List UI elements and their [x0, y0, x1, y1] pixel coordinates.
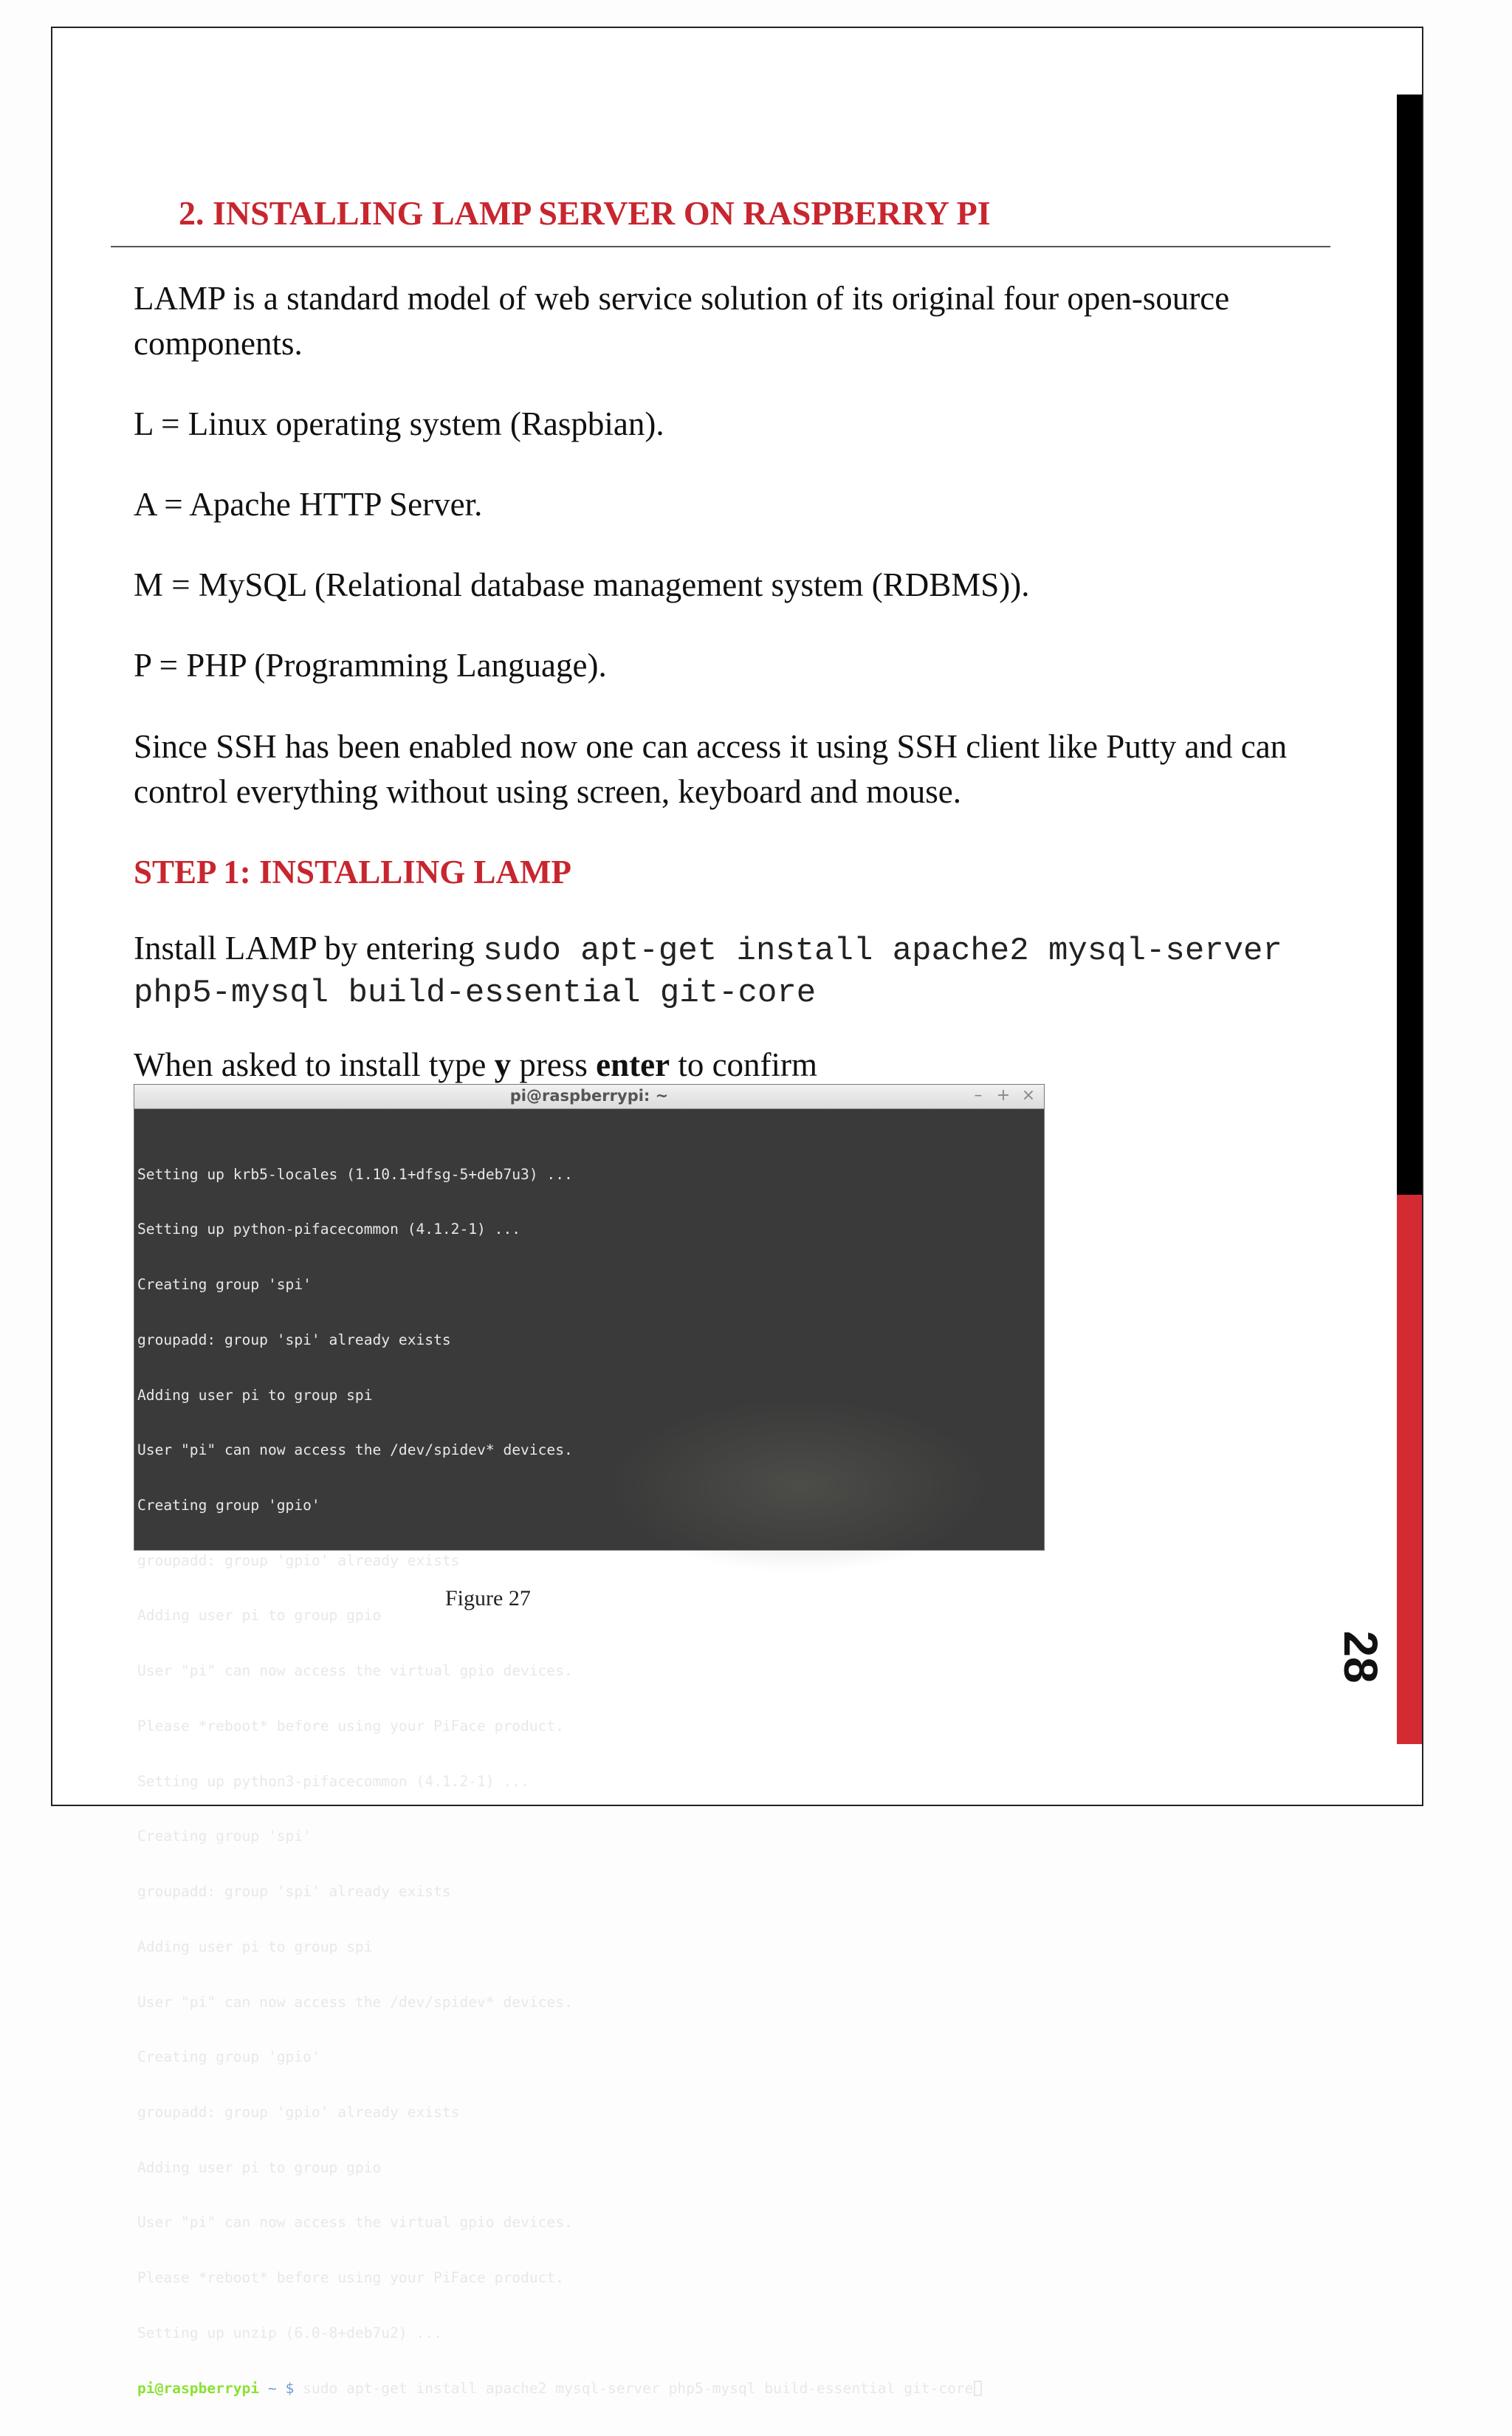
terminal-line: Setting up python3-pifacecommon (4.1.2-1) ...	[137, 1772, 529, 1790]
terminal-line: Adding user pi to group spi	[137, 1386, 373, 1404]
heading-divider	[111, 246, 1330, 247]
terminal-line: Adding user pi to group gpio	[137, 1607, 382, 1624]
confirm-prefix: When asked to install type	[134, 1046, 495, 1083]
terminal-line: User "pi" can now access the /dev/spidev* devices.	[137, 1993, 573, 2011]
close-icon: ×	[1021, 1086, 1036, 1105]
figure-caption: Figure 27	[445, 1586, 531, 1610]
terminal-line: Setting up python-pifacecommon (4.1.2-1) ...	[137, 1221, 521, 1238]
confirm-instruction	[134, 1043, 1374, 1088]
terminal-titlebar	[134, 1085, 1044, 1109]
terminal-line: Please *reboot* before using your PiFace product.	[137, 2269, 565, 2287]
minimize-icon: –	[974, 1086, 983, 1105]
terminal-line: Adding user pi to group gpio	[137, 2158, 382, 2176]
terminal-prompt-line	[137, 2380, 1041, 2398]
terminal-line: Creating group 'gpio'	[137, 1497, 320, 1514]
terminal-line: groupadd: group 'gpio' already exists	[137, 2103, 460, 2121]
lamp-m-line: M = MySQL (Relational database management system (RDBMS)).	[134, 566, 1030, 603]
lamp-a-line: A = Apache HTTP Server.	[134, 486, 483, 523]
terminal-line: Adding user pi to group spi	[137, 1938, 373, 1955]
maximize-icon: +	[996, 1086, 1011, 1105]
terminal-line: Creating group 'gpio'	[137, 2048, 320, 2066]
terminal-line: Setting up unzip (6.0-8+deb7u2) ...	[137, 2324, 442, 2341]
terminal-line: groupadd: group 'spi' already exists	[137, 1331, 451, 1348]
confirm-key: y	[494, 1046, 512, 1083]
ssh-paragraph: Since SSH has been enabled now one can access it using SSH client like Putty and can control everything without using screen, keyboard and mouse.	[134, 728, 1288, 810]
terminal-background-glow	[607, 1397, 991, 1574]
terminal-line: User "pi" can now access the /dev/spidev* devices.	[137, 1441, 573, 1459]
terminal-line: Creating group 'spi'	[137, 1828, 312, 1845]
terminal-title: pi@raspberrypi: ~	[509, 1087, 669, 1105]
side-bar-black	[1397, 95, 1422, 1195]
page-number: 28	[1334, 1630, 1387, 1684]
confirm-mid: press	[511, 1046, 597, 1083]
lamp-l-line: L = Linux operating system (Raspbian).	[134, 405, 664, 442]
terminal-line: Please *reboot* before using your PiFace product.	[137, 1717, 565, 1735]
section-heading: 2. INSTALLING LAMP SERVER ON RASPBERRY PI	[179, 194, 991, 232]
terminal-line: Creating group 'spi'	[137, 1276, 312, 1294]
intro-paragraph: LAMP is a standard model of web service solution of its original four open-source components.	[134, 280, 1230, 362]
confirm-suffix: to confirm	[670, 1046, 818, 1083]
install-instruction	[134, 929, 1374, 1013]
lamp-p-line: P = PHP (Programming Language).	[134, 647, 607, 684]
confirm-enter: enter	[596, 1046, 670, 1083]
terminal-line: User "pi" can now access the virtual gpio devices.	[137, 1662, 573, 1680]
terminal-line: Setting up krb5-locales (1.10.1+dfsg-5+deb7u3) ...	[137, 1165, 573, 1183]
install-command: sudo apt-get install apache2 mysql-server php5-mysql build-essential git-core	[134, 933, 1282, 1012]
side-bar-red	[1397, 1195, 1422, 1744]
install-prefix: Install LAMP by entering	[134, 930, 484, 967]
terminal-line: User "pi" can now access the virtual gpio devices.	[137, 2214, 573, 2231]
terminal-line: groupadd: group 'gpio' already exists	[137, 1551, 460, 1569]
cursor-icon	[974, 2381, 982, 2396]
prompt-path: ~ $	[259, 2379, 303, 2397]
terminal-line: groupadd: group 'spi' already exists	[137, 1883, 451, 1901]
terminal-output	[134, 1109, 1044, 2436]
prompt-user: pi@raspberrypi	[137, 2379, 260, 2397]
step1-heading: STEP 1: INSTALLING LAMP	[134, 854, 572, 891]
prompt-command: sudo apt-get install apache2 mysql-server php5-mysql build-essential git-core	[303, 2379, 974, 2397]
terminal-window-controls	[966, 1086, 1041, 1105]
